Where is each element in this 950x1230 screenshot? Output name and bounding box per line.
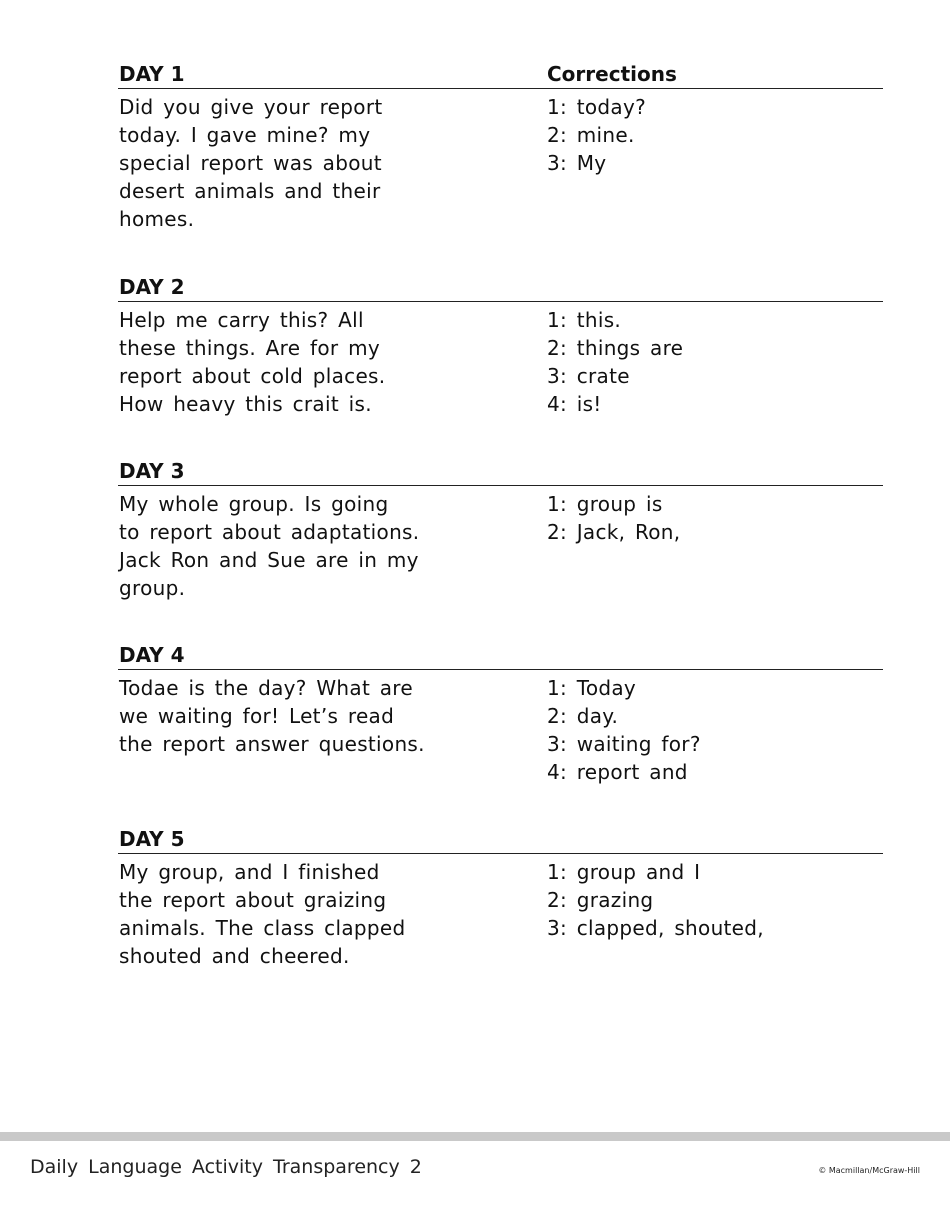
day-1-header [118, 62, 883, 89]
correction-item: 2: grazing [547, 888, 654, 912]
sentence-line: the report answer questions. [119, 732, 425, 756]
sentence-line: to report about adaptations. [119, 520, 420, 544]
day-1-section [118, 62, 883, 231]
correction-item: 2: Jack, Ron, [547, 520, 681, 544]
day-4-corrections [547, 674, 877, 786]
sentence-line: Todae is the day? What are [119, 676, 413, 700]
sentence-line: animals. The class clapped [119, 916, 406, 940]
correction-item: 1: group is [547, 492, 663, 516]
day-4-sentence [119, 674, 519, 758]
sentence-line: Did you give your report [119, 95, 383, 119]
day-1-sentence [119, 93, 519, 233]
sentence-line: My group, and I finished [119, 860, 380, 884]
sentence-line: homes. [119, 207, 195, 231]
day-5-corrections [547, 858, 877, 942]
day-2-corrections [547, 306, 877, 418]
correction-item: 4: report and [547, 760, 688, 784]
day-1-corrections [547, 93, 877, 177]
sentence-line: Help me carry this? All [119, 308, 364, 332]
correction-item: 2: things are [547, 336, 684, 360]
day-5-section [118, 827, 883, 968]
correction-item: 1: Today [547, 676, 637, 700]
sentence-line: My whole group. Is going [119, 492, 389, 516]
sentence-line: today. I gave mine? my [119, 123, 371, 147]
day-3-sentence [119, 490, 519, 602]
sentence-line: special report was about [119, 151, 382, 175]
day-5-header [118, 827, 883, 854]
day-3-title: DAY 3 [119, 459, 185, 483]
sentence-line: shouted and cheered. [119, 944, 350, 968]
day-5-title: DAY 5 [119, 827, 185, 851]
day-1-title: DAY 1 [119, 62, 185, 86]
correction-item: 1: today? [547, 95, 647, 119]
sentence-line: these things. Are for my [119, 336, 380, 360]
correction-item: 3: crate [547, 364, 630, 388]
correction-item: 3: My [547, 151, 607, 175]
correction-item: 1: group and I [547, 860, 701, 884]
day-4-section [118, 643, 883, 784]
correction-item: 2: day. [547, 704, 619, 728]
day-3-corrections [547, 490, 877, 546]
correction-item: 2: mine. [547, 123, 635, 147]
sentence-line: the report about graizing [119, 888, 387, 912]
footer-divider [0, 1132, 950, 1141]
correction-item: 4: is! [547, 392, 602, 416]
correction-item: 1: this. [547, 308, 622, 332]
correction-item: 3: waiting for? [547, 732, 701, 756]
sentence-line: Jack Ron and Sue are in my [119, 548, 419, 572]
day-2-section [118, 275, 883, 416]
day-5-sentence [119, 858, 519, 970]
day-4-header [118, 643, 883, 670]
footer-title: Daily Language Activity Transparency 2 [30, 1156, 422, 1178]
sentence-line: desert animals and their [119, 179, 381, 203]
sentence-line: we waiting for! Let’s read [119, 704, 395, 728]
sentence-line: group. [119, 576, 186, 600]
sentence-line: report about cold places. [119, 364, 386, 388]
sentence-line: How heavy this crait is. [119, 392, 372, 416]
day-2-title: DAY 2 [119, 275, 185, 299]
day-4-title: DAY 4 [119, 643, 185, 667]
corrections-header: Corrections [547, 62, 677, 86]
correction-item: 3: clapped, shouted, [547, 916, 764, 940]
day-2-sentence [119, 306, 519, 418]
day-3-header [118, 459, 883, 486]
footer-copyright: © Macmillan/McGraw-Hill [818, 1166, 920, 1175]
day-2-header [118, 275, 883, 302]
day-3-section [118, 459, 883, 600]
